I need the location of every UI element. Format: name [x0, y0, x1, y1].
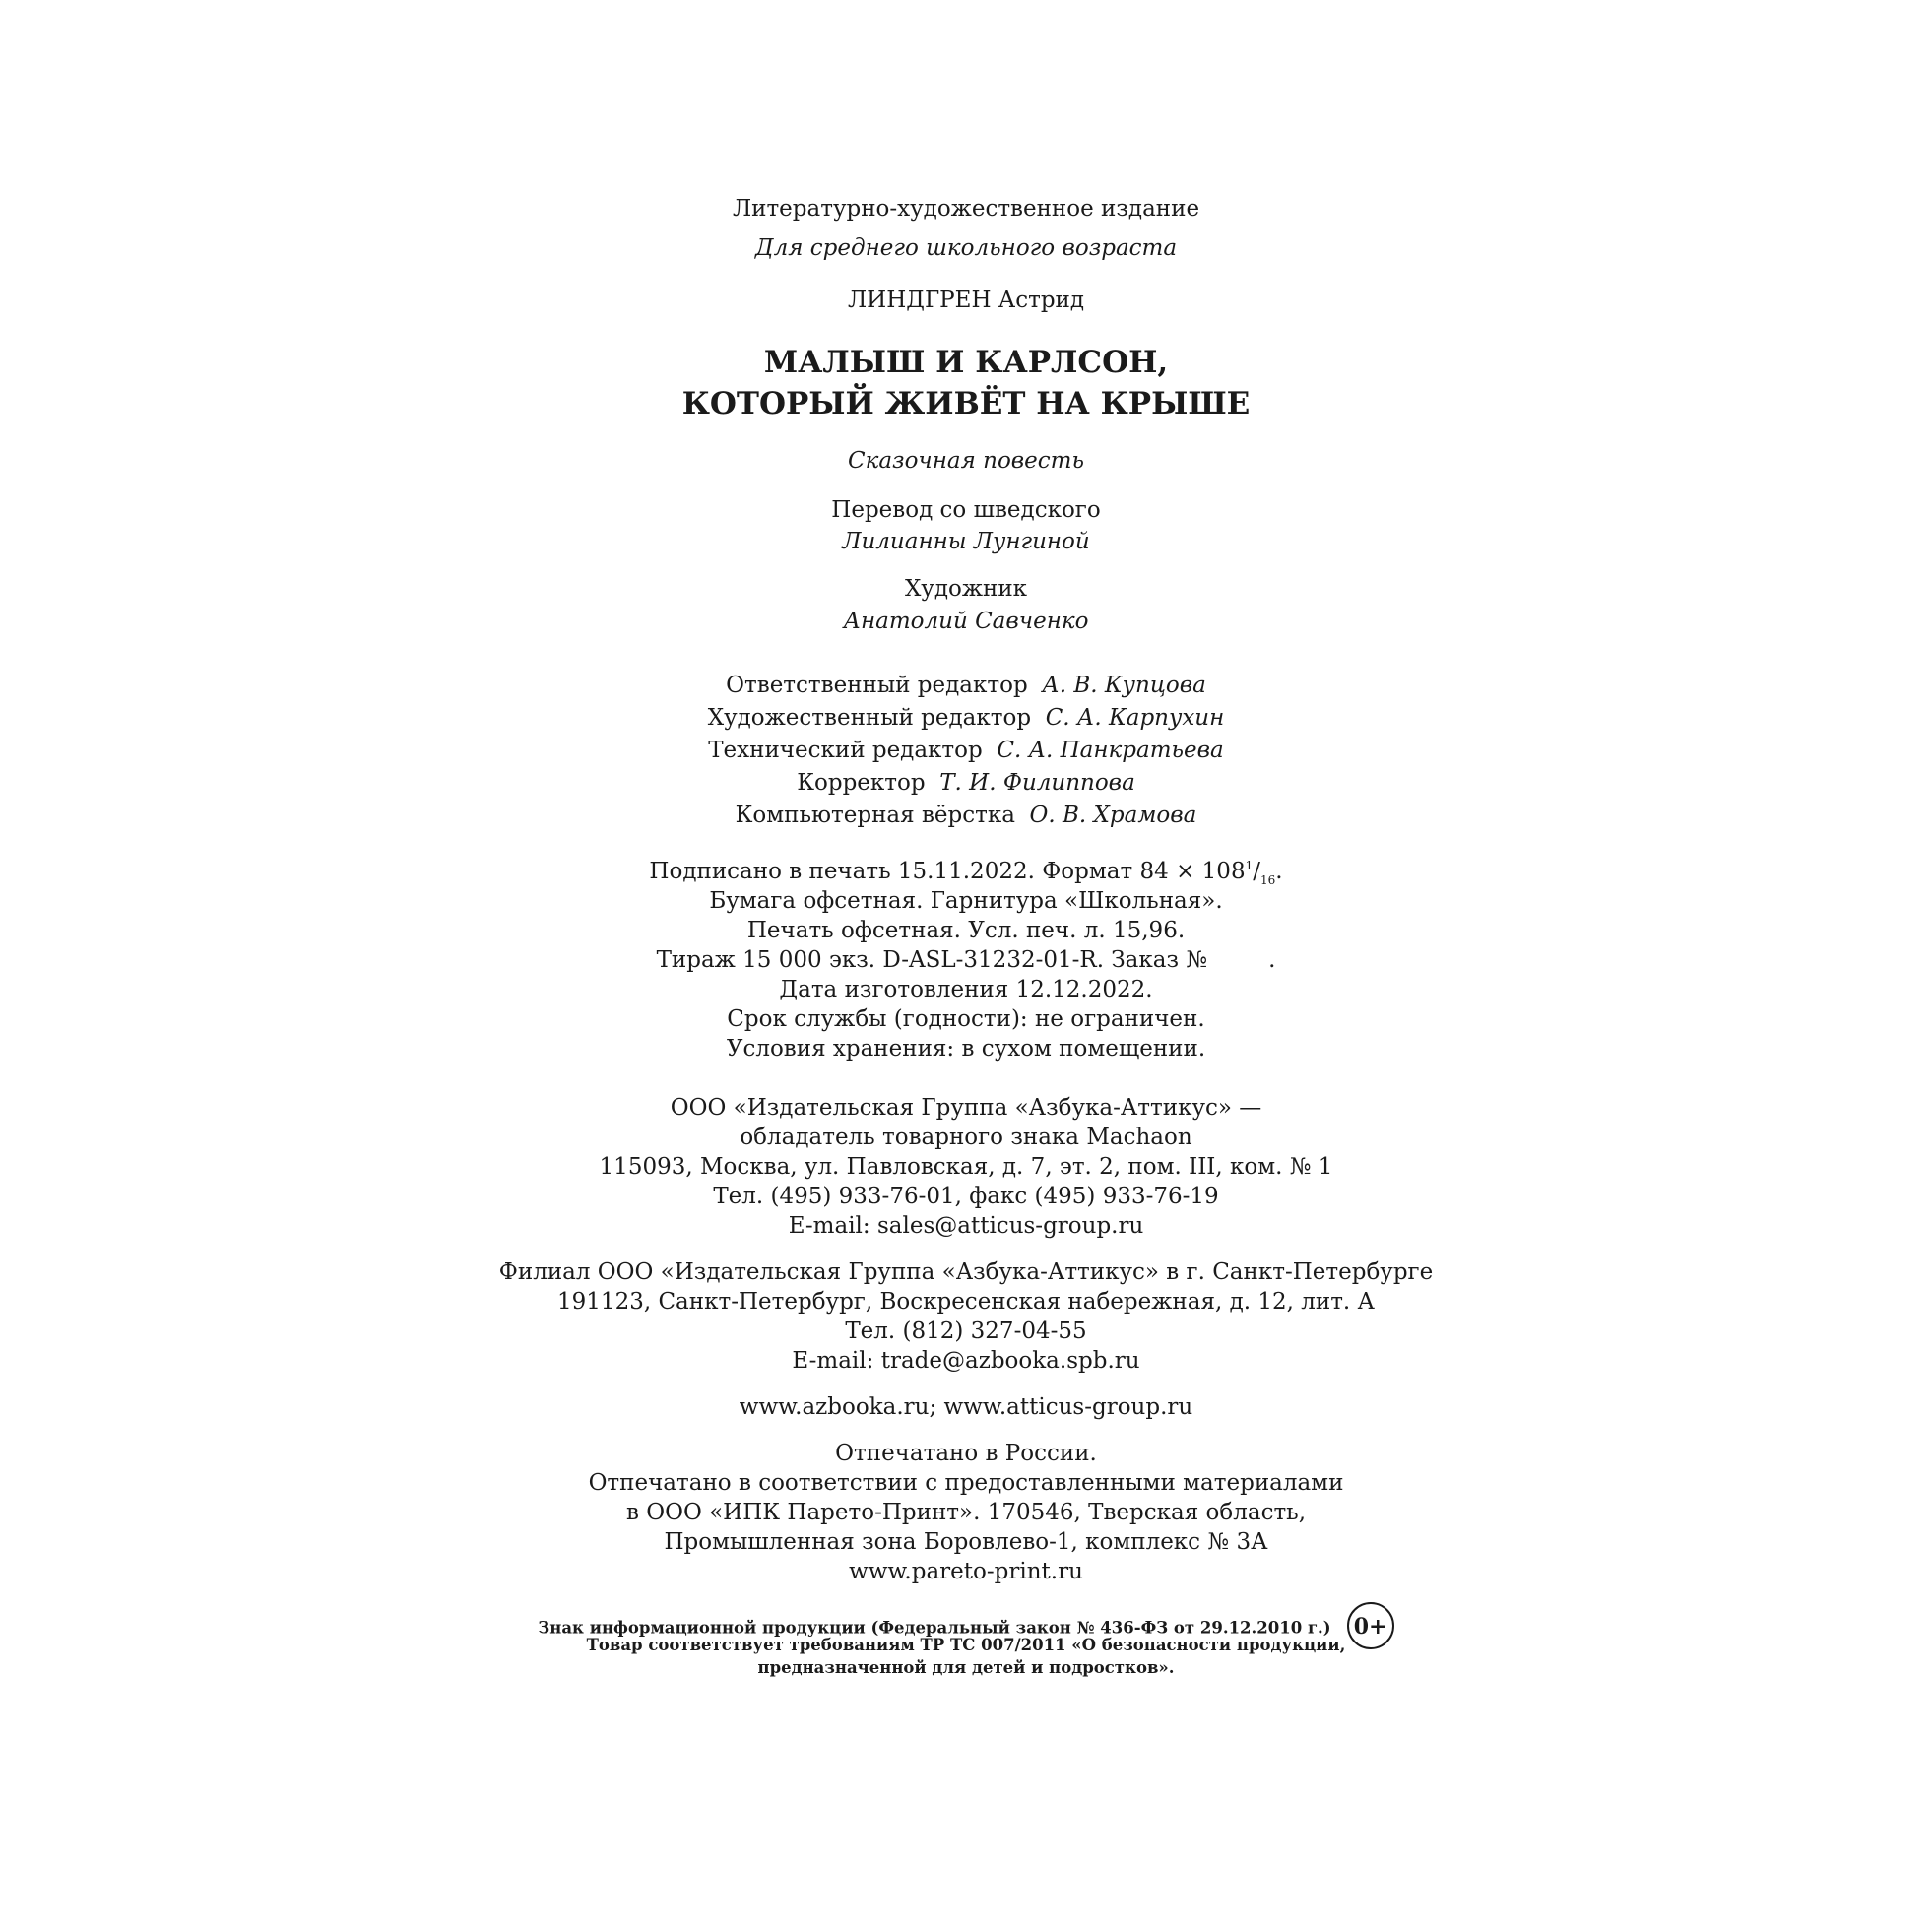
- genre: Сказочная повесть: [847, 448, 1085, 474]
- book-title-line1: МАЛЫШ И КАРЛСОН,: [763, 345, 1169, 380]
- publisher-line1: ООО «Издательская Группа «Азбука-Аттикус» —: [670, 1095, 1262, 1121]
- print-info-line3: Печать офсетная. Усл. печ. л. 15,96.: [746, 918, 1186, 943]
- staff-role: Художественный редактор: [707, 705, 1032, 731]
- staff-row: [0, 703, 1932, 733]
- branch-email: E-mail: trade@azbooka.spb.ru: [792, 1348, 1140, 1374]
- print-format-end: .: [1275, 859, 1283, 884]
- format-fraction-denominator: 16: [1259, 873, 1276, 887]
- publisher-email: E-mail: sales@atticus-group.ru: [788, 1213, 1144, 1239]
- audience: Для среднего школьного возраста: [754, 235, 1178, 261]
- print-info-line6: Срок службы (годности): не ограничен.: [727, 1006, 1205, 1032]
- staff-role: Компьютерная вёрстка: [735, 803, 1015, 828]
- print-info-line4: [0, 945, 1932, 975]
- artist-label: Художник: [904, 576, 1028, 602]
- print-info-line2: Бумага офсетная. Гарнитура «Школьная».: [709, 888, 1223, 914]
- staff-row: [0, 736, 1932, 765]
- staff-name: О. В. Храмова: [1029, 803, 1197, 828]
- print-run-text: Тираж 15 000 экз. D-ASL-31232-01-R. Заказ №: [656, 947, 1208, 973]
- printing-line2: Отпечатано в соответствии с предоставленными материалами: [588, 1470, 1344, 1496]
- staff-role: Технический редактор: [708, 738, 983, 763]
- staff-name: А. В. Купцова: [1042, 673, 1206, 698]
- print-info-line7: Условия хранения: в сухом помещении.: [726, 1036, 1206, 1062]
- websites: www.azbooka.ru; www.atticus-group.ru: [739, 1394, 1193, 1420]
- branch-phone: Тел. (812) 327-04-55: [845, 1319, 1087, 1344]
- format-fraction-numerator: 1: [1245, 859, 1254, 872]
- staff-name: С. А. Карпухин: [1045, 705, 1225, 731]
- printing-website: www.pareto-print.ru: [849, 1559, 1083, 1584]
- author: ЛИНДГРЕН Астрид: [847, 288, 1085, 313]
- format-fraction-slash: /: [1253, 859, 1260, 884]
- info-sign-text: Знак информационной продукции (Федеральный закон № 436-ФЗ от 29.12.2010 г.): [538, 1618, 1331, 1638]
- staff-name: С. А. Панкратьева: [997, 738, 1224, 763]
- printing-line4: Промышленная зона Боровлево-1, комплекс № 3А: [664, 1529, 1268, 1555]
- translator-name: Лилианны Лунгиной: [842, 529, 1090, 554]
- printing-line1: Отпечатано в России.: [835, 1441, 1097, 1466]
- book-title-line2: КОТОРЫЙ ЖИВЁТ НА КРЫШЕ: [681, 386, 1251, 421]
- print-info-line1: [0, 857, 1932, 889]
- staff-role: Ответственный редактор: [726, 673, 1028, 698]
- print-run-end: .: [1268, 947, 1276, 973]
- print-info-line5: Дата изготовления 12.12.2022.: [779, 977, 1153, 1002]
- staff-row: [0, 768, 1932, 798]
- staff-role: Корректор: [797, 770, 926, 796]
- printing-line3: в ООО «ИПК Парето-Принт». 170546, Тверская область,: [625, 1500, 1307, 1525]
- age-rating-badge: 0+: [1347, 1602, 1394, 1649]
- staff-row: [0, 801, 1932, 830]
- branch-line1: Филиал ООО «Издательская Группа «Азбука-Аттикус» в г. Санкт-Петербурге: [498, 1259, 1434, 1285]
- artist-name: Анатолий Савченко: [843, 609, 1089, 634]
- edition-type: Литературно-художественное издание: [732, 196, 1200, 222]
- staff-name: Т. И. Филиппова: [939, 770, 1135, 796]
- compliance-line2: предназначенной для детей и подростков».: [757, 1658, 1175, 1677]
- branch-address: 191123, Санкт-Петербург, Воскресенская набережная, д. 12, лит. А: [557, 1289, 1375, 1315]
- translation-label: Перевод со шведского: [831, 497, 1101, 523]
- staff-row: [0, 671, 1932, 700]
- publisher-phone: Тел. (495) 933-76-01, факс (495) 933-76-19: [713, 1184, 1219, 1209]
- publisher-address: 115093, Москва, ул. Павловская, д. 7, эт. 2, пом. III, ком. № 1: [599, 1154, 1333, 1180]
- print-format-text: Подписано в печать 15.11.2022. Формат 84 × 108: [649, 859, 1246, 884]
- compliance-line1: Товар соответствует требованиям ТР ТС 007/2011 «О безопасности продукции,: [586, 1636, 1346, 1654]
- publisher-line2: обладатель товарного знака Machaon: [740, 1125, 1192, 1150]
